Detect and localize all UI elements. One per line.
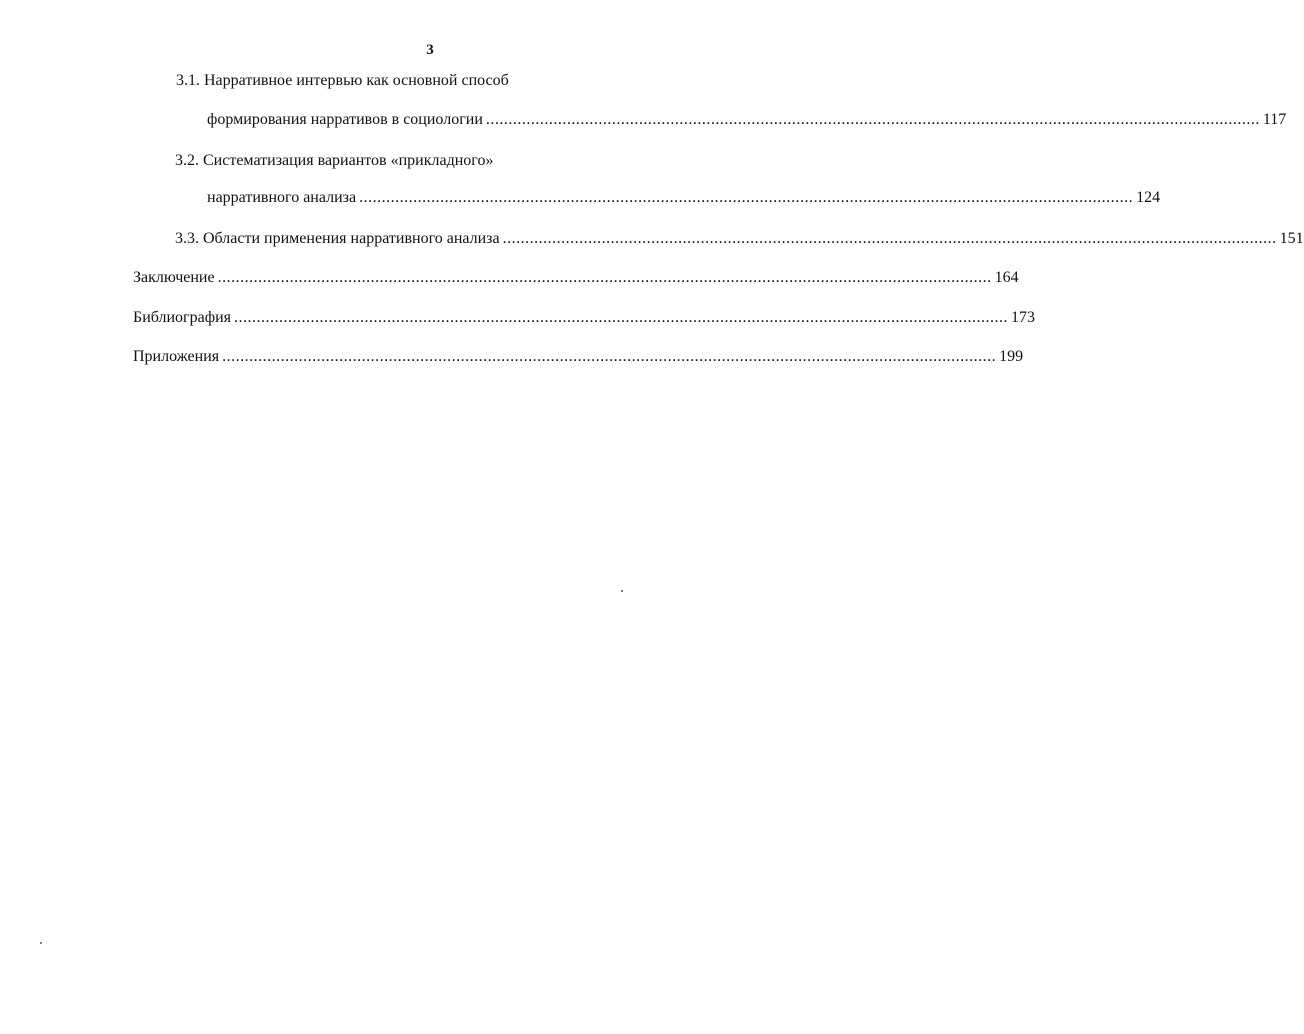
toc-page-number: 164	[994, 269, 1019, 286]
toc-entry-text: 3.2. Систематизация вариантов «прикладного»	[175, 152, 494, 169]
scan-speck	[40, 942, 42, 944]
toc-leader-dots: ............................................................................................................................................................................	[222, 348, 997, 365]
toc-leader-dots: ............................................................................................................................................................................	[234, 309, 1008, 326]
toc-entry-text: Библиография	[133, 309, 231, 326]
scan-speck	[621, 590, 623, 592]
toc-entry-conclusion	[133, 267, 1019, 289]
toc-entry-text: 3.1. Нарративное интервью как основной способ	[176, 72, 509, 89]
toc-entry-text: Приложения	[133, 348, 220, 365]
toc-entry-appendices	[133, 346, 1024, 368]
toc-page-number: 117	[1262, 111, 1287, 128]
toc-entry-bibliography	[133, 307, 1035, 329]
toc-page-number: 173	[1011, 309, 1035, 326]
toc-entry-text: нарративного анализа	[207, 189, 357, 206]
toc-page-number: 199	[999, 348, 1024, 365]
page-number: 3	[426, 42, 434, 58]
toc-entry-text: Заключение	[133, 269, 215, 286]
toc-entry-3-2-title-line1	[175, 150, 575, 172]
toc-leader-dots: ............................................................................................................................................................................	[502, 230, 1277, 247]
toc-page-number: 151	[1279, 230, 1304, 247]
toc-leader-dots: ............................................................................................................................................................................	[359, 189, 1134, 206]
toc-entry-3-1	[207, 109, 1287, 131]
toc-entry-text: формирования нарративов в социологии	[207, 111, 483, 128]
toc-entry-3-2	[207, 187, 1161, 209]
toc-leader-dots: ............................................................................................................................................................................	[485, 111, 1260, 128]
toc-entry-3-3	[175, 228, 1304, 250]
toc-page-number: 124	[1136, 189, 1161, 206]
toc-leader-dots: ............................................................................................................................................................................	[217, 269, 992, 286]
toc-entry-text: 3.3. Области применения нарративного анализа	[175, 230, 500, 247]
toc-entry-3-1-title-line1	[176, 70, 576, 92]
